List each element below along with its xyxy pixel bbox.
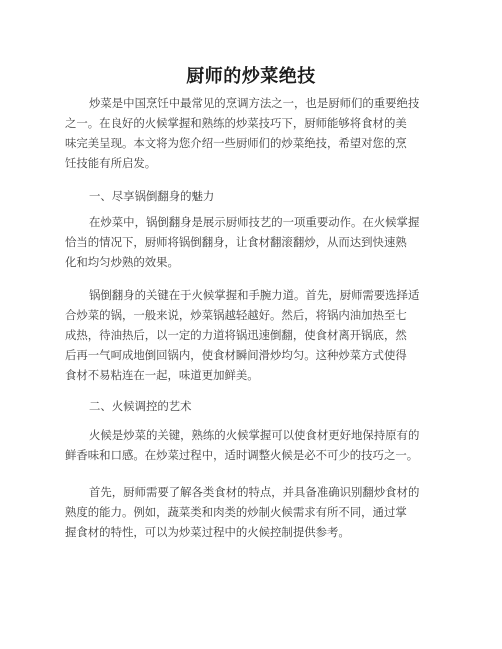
paragraph-line: 炒菜是中国烹饪中最常见的烹调方法之一，也是厨师们的重要绝技 — [89, 96, 420, 110]
intro-paragraph — [65, 93, 449, 173]
paragraph-line: 食材不易粘连在一起，味道更加鲜美。 — [65, 368, 259, 382]
section1-paragraph-1 — [65, 212, 449, 272]
paragraph-line: 鲜香味和口感。在炒菜过程中，适时调整火候是必不可少的技巧之一。 — [65, 448, 419, 462]
section1-paragraph-2 — [65, 285, 449, 385]
paragraph-line: 锅倒翻身的关键在于火候掌握和手腕力道。首先，厨师需要选择适 — [89, 288, 420, 302]
paragraph-line: 成热，待油热后，以一定的力道将锅迅速倒翻，使食材离开锅底，然 — [65, 328, 407, 342]
paragraph-line: 味完美呈现。本文将为您介绍一些厨师们的炒菜绝技，希望对您的烹 — [65, 136, 407, 150]
paragraph-line: 合炒菜的锅，一般来说，炒菜锅越轻越好。然后，将锅内油加热至七 — [65, 308, 407, 322]
page-title: 厨师的炒菜绝技 — [186, 66, 316, 87]
paragraph-line: 火候是炒菜的关键，熟练的火候掌握可以使食材更好地保持原有的 — [89, 428, 420, 442]
section2-paragraph-2 — [65, 482, 449, 542]
paragraph-line: 熟度的能力。例如，蔬菜类和肉类的炒制火候需求有所不同，通过掌 — [65, 505, 407, 519]
section-heading: 二、火候调控的艺术 — [89, 399, 192, 413]
paragraph-line: 后再一气呵成地倒回锅内，使食材瞬间滑炒均匀。这种炒菜方式使得 — [65, 348, 407, 362]
paragraph-line: 饪技能有所启发。 — [65, 156, 157, 170]
paragraph-line: 化和均匀炒熟的效果。 — [65, 255, 179, 269]
paragraph-line: 首先，厨师需要了解各类食材的特点，并具备准确识别翻炒食材的 — [89, 485, 420, 499]
section2-paragraph-1 — [65, 425, 449, 465]
paragraph-line: 恰当的情况下，厨师将锅倒翻身，让食材翻滚翻炒，从而达到快速熟 — [65, 235, 407, 249]
paragraph-line: 握食材的特性，可以为炒菜过程中的火候控制提供参考。 — [65, 525, 350, 539]
paragraph-line: 在炒菜中，锅倒翻身是展示厨师技艺的一项重要动作。在火候掌握 — [89, 215, 420, 229]
paragraph-line: 之一。在良好的火候掌握和熟练的炒菜技巧下，厨师能够将食材的美 — [65, 116, 407, 130]
section-heading: 一、尽享锅倒翻身的魅力 — [89, 189, 215, 203]
